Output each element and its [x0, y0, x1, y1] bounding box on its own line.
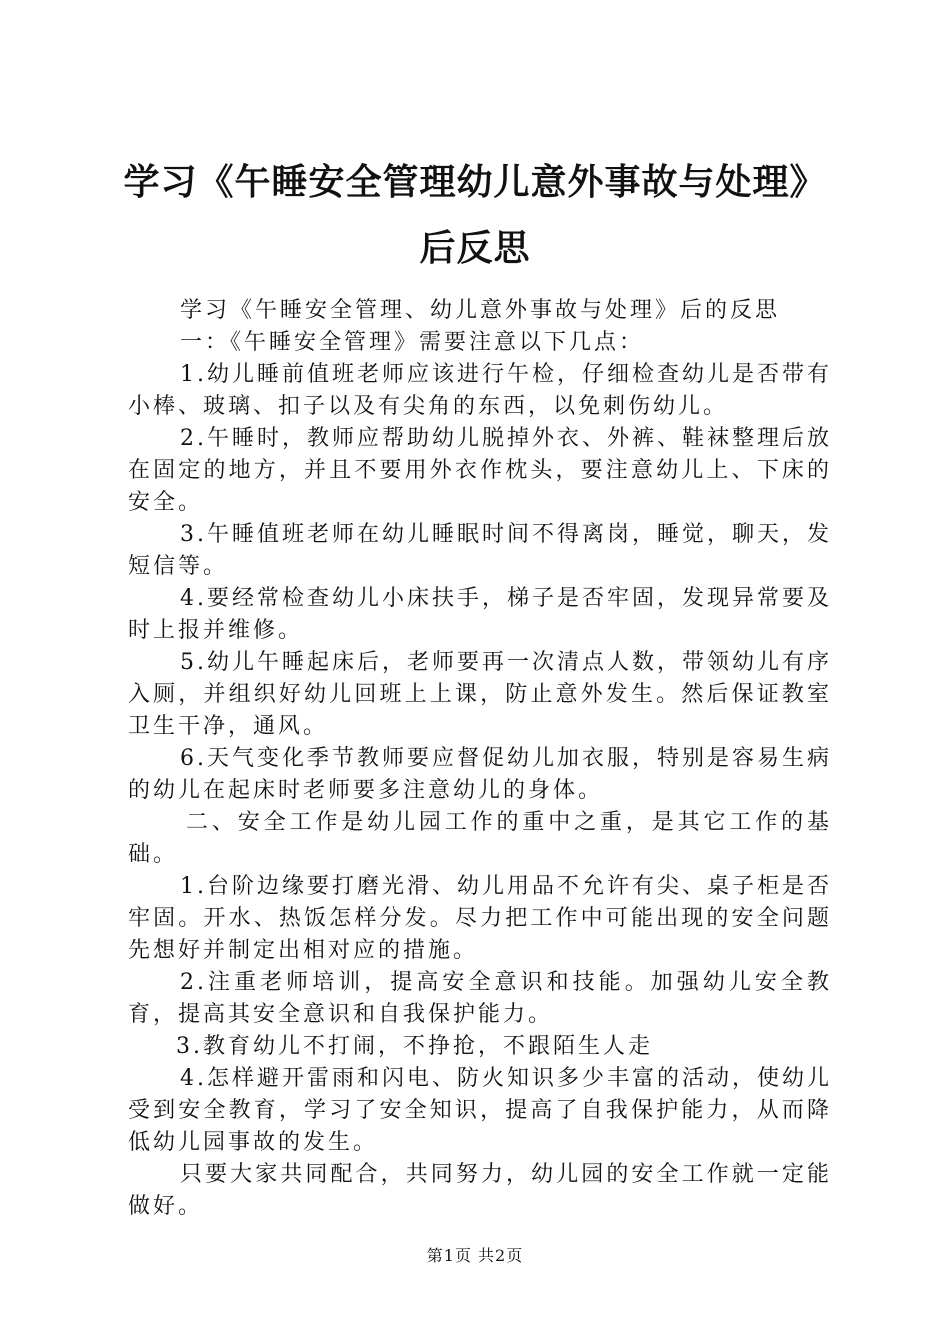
paragraph-item: 2.注重老师培训，提高安全意识和技能。加强幼儿安全教育，提高其安全意识和自我保护能力。: [128, 970, 832, 1027]
paragraph-section-one-heading: 一：《午睡安全管理》需要注意以下几点：: [180, 330, 645, 355]
paragraph-item: 1.幼儿睡前值班老师应该进行午检，仔细检查幼儿是否带有小棒、玻璃、扣子以及有尖角的东西，以免刺伤幼儿。: [128, 362, 832, 419]
page-number-footer: 第1页 共2页: [426, 1246, 524, 1265]
document-body: [128, 295, 832, 1223]
paragraph-item: 5.幼儿午睡起床后，老师要再一次清点人数，带领幼儿有序入厕，并组织好幼儿回班上上课，防止意外发生。然后保证教室卫生干净，通风。: [128, 650, 832, 739]
paragraph-section-two-heading: 二、安全工作是幼儿园工作的重中之重，是其它工作的基础。: [128, 810, 832, 867]
paragraph-item: 2.午睡时，教师应帮助幼儿脱掉外衣、外裤、鞋袜整理后放在固定的地方，并且不要用外衣作枕头，要注意幼儿上、下床的安全。: [128, 426, 832, 515]
paragraph-item: 4.要经常检查幼儿小床扶手，梯子是否牢固，发现异常要及时上报并维修。: [128, 586, 832, 643]
paragraph-item: 3.教育幼儿不打闹，不挣抢，不跟陌生人走: [176, 1034, 653, 1059]
paragraph-item: 3.午睡值班老师在幼儿睡眠时间不得离岗，睡觉，聊天，发短信等。: [128, 522, 832, 579]
paragraph-item: 6.天气变化季节教师要应督促幼儿加衣服，特别是容易生病的幼儿在起床时老师要多注意幼儿的身体。: [128, 746, 832, 803]
document-title: 学习《午睡安全管理幼儿意外事故与处理》后反思: [123, 162, 827, 269]
paragraph-conclusion: 只要大家共同配合，共同努力，幼儿园的安全工作就一定能做好。: [128, 1162, 832, 1219]
paragraph-item: 1.台阶边缘要打磨光滑、幼儿用品不允许有尖、桌子柜是否牢固。开水、热饭怎样分发。尽力把工作中可能出现的安全问题先想好并制定出相对应的措施。: [128, 874, 832, 963]
paragraph-subtitle: 学习《午睡安全管理、幼儿意外事故与处理》后的反思: [180, 298, 781, 323]
paragraph-item: 4.怎样避开雷雨和闪电、防火知识多少丰富的活动，使幼儿受到安全教育，学习了安全知识，提高了自我保护能力，从而降低幼儿园事故的发生。: [128, 1066, 832, 1155]
